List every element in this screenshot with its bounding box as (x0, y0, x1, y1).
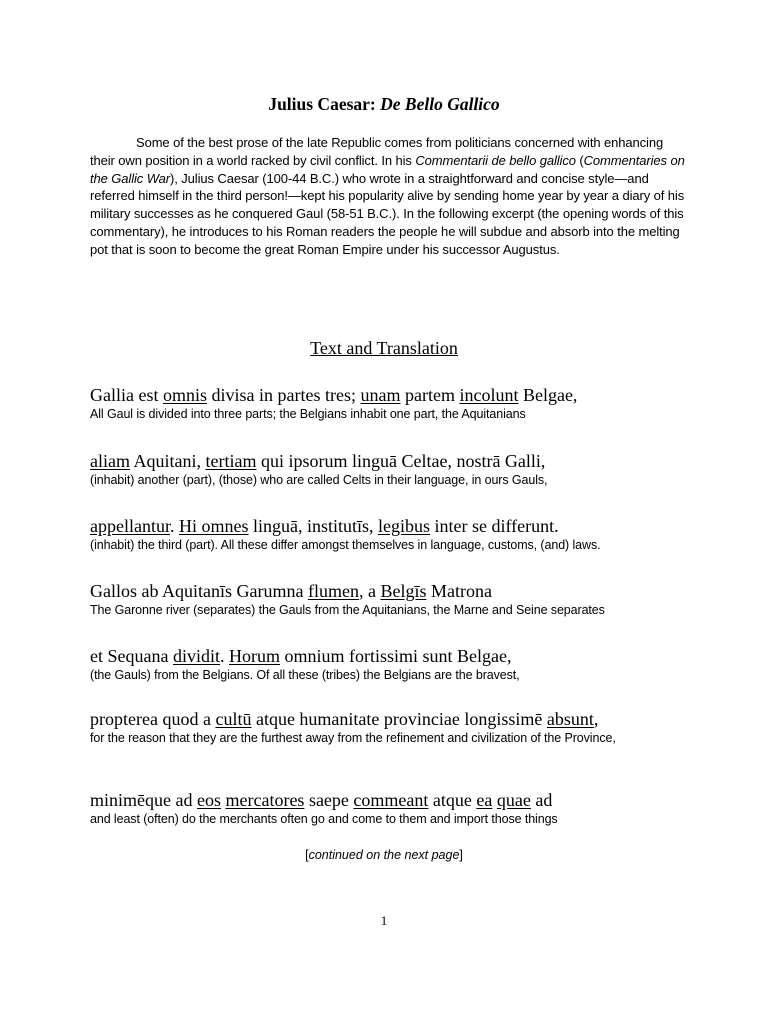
latin-line (90, 789, 690, 811)
latin-text: ad (530, 790, 553, 810)
underlined-word: commeant (353, 790, 429, 810)
latin-line (90, 645, 690, 667)
translation-line: All Gaul is divided into three parts; the Belgians inhabit one part, the Aquitanians (90, 407, 526, 421)
underlined-word: absunt (546, 709, 594, 729)
continued-close: ] (459, 848, 463, 862)
latin-text: Aquitani, (129, 451, 206, 471)
underlined-word: Belgīs (380, 581, 427, 601)
verse-block (90, 384, 690, 423)
latin-text: Belgae, (518, 385, 578, 405)
translation-line: and least (often) do the merchants often go and come to them and import those things (90, 812, 558, 826)
translation-line: (inhabit) the third (part). All these differ amongst themselves in language, customs, (and) laws. (90, 538, 601, 552)
underlined-word: dividit (172, 646, 220, 666)
latin-text: divisa in partes tres; (207, 385, 361, 405)
underlined-word: Horum (228, 646, 280, 666)
latin-text: Matrona (426, 581, 492, 601)
verse-block (90, 515, 690, 554)
latin-text: et Sequana (90, 646, 173, 666)
page-number: 1 (380, 913, 388, 928)
latin-text: atque (428, 790, 477, 810)
underlined-word: legibus (378, 516, 430, 536)
continued-open: [ (305, 848, 309, 862)
continued-note (0, 848, 768, 862)
verse-block (90, 580, 690, 619)
latin-text: . (219, 646, 229, 666)
underlined-word: flumen (307, 581, 359, 601)
latin-text: Gallia est (90, 385, 163, 405)
latin-line (90, 580, 690, 602)
intro-paragraph (90, 134, 686, 259)
title-author: Julius Caesar: (268, 94, 376, 114)
translation-line: The Garonne river (separates) the Gauls from the Aquitanians, the Marne and Seine separates (90, 603, 605, 617)
latin-text: saepe (304, 790, 354, 810)
latin-text: atque humanitate provinciae longissimē (251, 709, 547, 729)
underlined-word: ea (476, 790, 493, 810)
latin-line (90, 450, 690, 472)
verse-block (90, 708, 690, 747)
underlined-word: tertiam (205, 451, 257, 471)
latin-text: omnium fortissimi sunt Belgae, (279, 646, 512, 666)
translation-line: (inhabit) another (part), (those) who are called Celts in their language, in ours Gauls, (90, 473, 548, 487)
latin-text: minimēque ad (90, 790, 197, 810)
underlined-word: quae (496, 790, 531, 810)
latin-text: propterea quod a (90, 709, 216, 729)
translation-line: (the Gauls) from the Belgians. Of all these (tribes) the Belgians are the bravest, (90, 668, 520, 682)
verse-block (90, 450, 690, 489)
intro-text-3: ), Julius Caesar (100-44 B.C.) who wrote in a straightforward and concise style—and referred himself in the third person!—kept his popularity alive by sending home year by year a diary of his military successes as he conquered Gaul (58-51 B.C.). In the following excerpt (the opening words of this commentary), he introduces to his Roman readers the people he will subdue and absorb into the melting pot that is soon to become the great Roman Empire under his successor Augustus. (90, 170, 685, 257)
latin-text: , (593, 709, 599, 729)
underlined-word: unam (360, 385, 401, 405)
intro-italic-2: Commentaries on the Gallic War (90, 152, 685, 186)
latin-text: , a (358, 581, 381, 601)
underlined-word: incolunt (459, 385, 519, 405)
latin-text: Gallos ab Aquitanīs Garumna (90, 581, 308, 601)
translation-line: for the reason that they are the furthest away from the refinement and civilization of the Province, (90, 731, 616, 745)
intro-text-1: Some of the best prose of the late Republic comes from politicians concerned with enhancing their own position in a world racked by civil conflict. In his (90, 135, 664, 168)
intro-text-2: ( (575, 152, 584, 168)
verse-block (90, 789, 690, 828)
document-title (0, 94, 768, 115)
latin-line (90, 515, 690, 537)
latin-text: partem (400, 385, 460, 405)
latin-text: qui ipsorum linguā Celtae, nostrā Galli, (256, 451, 546, 471)
continued-italic: continued on the next page (308, 848, 460, 862)
underlined-word: eos (196, 790, 221, 810)
underlined-word: appellantur (90, 516, 170, 536)
section-heading: Text and Translation (310, 338, 458, 358)
underlined-word: omnis (162, 385, 207, 405)
intro-italic-1: Commentarii de bello gallico (415, 152, 576, 168)
latin-text: inter se differunt. (430, 516, 559, 536)
latin-line (90, 708, 690, 730)
latin-line (90, 384, 690, 406)
underlined-word: mercatores (225, 790, 305, 810)
underlined-word: cultū (215, 709, 252, 729)
verse-block (90, 645, 690, 684)
underlined-word: Hi omnes (178, 516, 249, 536)
latin-text: linguā, institutīs, (248, 516, 378, 536)
underlined-word: aliam (90, 451, 130, 471)
latin-text: . (169, 516, 179, 536)
title-work: De Bello Gallico (380, 94, 500, 114)
